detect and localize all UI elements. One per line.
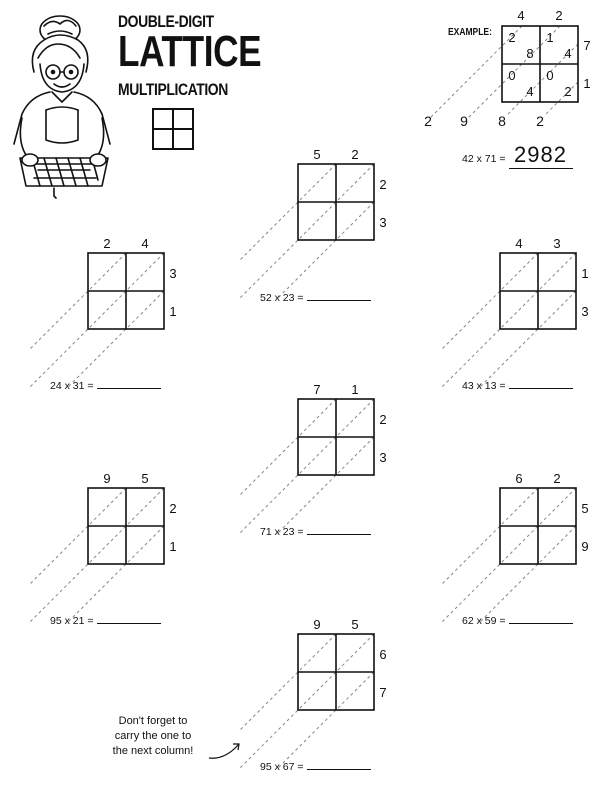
example-cell-tens: 2 bbox=[508, 30, 516, 45]
problem-text-6 bbox=[462, 613, 573, 627]
problem-text-1 bbox=[260, 290, 371, 304]
problem-equation: 95 x 67 = bbox=[260, 761, 304, 773]
answer-blank[interactable] bbox=[307, 290, 371, 301]
problem-equation: 62 x 59 = bbox=[462, 615, 506, 627]
example-lattice bbox=[410, 0, 600, 140]
example-sum-digit: 2 bbox=[424, 113, 432, 129]
top-digit: 5 bbox=[313, 147, 321, 162]
example-right-digit-1: 7 bbox=[583, 38, 591, 53]
diagonal-guide bbox=[240, 164, 374, 298]
problem-equation: 52 x 23 = bbox=[260, 292, 304, 304]
answer-blank[interactable] bbox=[307, 524, 371, 535]
example-sum-digit: 9 bbox=[460, 113, 468, 129]
right-digit: 3 bbox=[379, 450, 387, 465]
right-digit: 7 bbox=[379, 685, 387, 700]
right-digit: 2 bbox=[379, 412, 387, 427]
answer-blank[interactable] bbox=[509, 613, 573, 624]
example-cell-ones: 4 bbox=[526, 84, 534, 99]
example-label: EXAMPLE: bbox=[448, 27, 492, 38]
example-cell-tens: 0 bbox=[546, 68, 554, 83]
diagonal-guide bbox=[442, 253, 576, 387]
diagonal-guide bbox=[68, 291, 164, 387]
diagonal-guide bbox=[30, 488, 126, 584]
lattice-grid-5 bbox=[28, 468, 184, 624]
diagonal-guide bbox=[442, 488, 576, 622]
example-sum-digit: 8 bbox=[498, 113, 506, 129]
answer-blank[interactable] bbox=[509, 378, 573, 389]
right-digit: 1 bbox=[169, 539, 177, 554]
example-cell-ones: 2 bbox=[564, 84, 572, 99]
answer-blank[interactable] bbox=[97, 613, 161, 624]
top-digit: 4 bbox=[515, 236, 523, 251]
right-digit: 2 bbox=[379, 177, 387, 192]
top-digit: 2 bbox=[553, 471, 561, 486]
right-digit: 1 bbox=[581, 266, 589, 281]
example-problem-text: 42 x 71 = bbox=[462, 153, 506, 165]
right-digit: 6 bbox=[379, 647, 387, 662]
diagonal-guide bbox=[240, 164, 336, 260]
lattice-grid-6 bbox=[440, 468, 596, 624]
problem-text-4 bbox=[260, 524, 371, 538]
top-digit: 3 bbox=[553, 236, 561, 251]
note-line: Don't forget to bbox=[118, 715, 188, 727]
right-digit: 9 bbox=[581, 539, 589, 554]
example-cell-ones: 4 bbox=[564, 46, 572, 61]
top-digit: 5 bbox=[141, 471, 149, 486]
right-digit: 5 bbox=[581, 501, 589, 516]
diagonal-guide bbox=[240, 634, 374, 768]
diagonal-guide bbox=[30, 253, 164, 387]
right-digit: 1 bbox=[169, 304, 177, 319]
lattice-grid-2 bbox=[28, 233, 184, 389]
title-line-2: LATTICE bbox=[118, 27, 262, 76]
problem-text-3 bbox=[462, 378, 573, 392]
diagonal-guide bbox=[240, 399, 336, 495]
right-digit: 3 bbox=[581, 304, 589, 319]
diagonal-guide bbox=[442, 253, 538, 349]
top-digit: 6 bbox=[515, 471, 523, 486]
diagonal-guide bbox=[240, 634, 336, 730]
grandma-baker-illustration bbox=[8, 10, 120, 200]
problem-equation: 71 x 23 = bbox=[260, 526, 304, 538]
problem-text-5 bbox=[50, 613, 161, 627]
diagonal-guide bbox=[30, 253, 126, 349]
curved-arrow-icon bbox=[205, 736, 245, 762]
answer-blank[interactable] bbox=[307, 759, 371, 770]
example-cell-ones: 8 bbox=[526, 46, 534, 61]
top-digit: 2 bbox=[103, 236, 111, 251]
diagonal-guide bbox=[442, 488, 538, 584]
lattice-grid-3 bbox=[440, 233, 596, 389]
title-line-3: MULTIPLICATION bbox=[118, 80, 228, 99]
problem-equation: 24 x 31 = bbox=[50, 380, 94, 392]
example-sum-digit: 2 bbox=[536, 113, 544, 129]
top-digit: 1 bbox=[351, 382, 359, 397]
title-line-1: DOUBLE-DIGIT bbox=[118, 12, 214, 31]
top-digit: 5 bbox=[351, 617, 359, 632]
top-digit: 4 bbox=[141, 236, 149, 251]
example-top-digit-2: 2 bbox=[555, 8, 563, 23]
lattice-grid-4 bbox=[238, 379, 394, 535]
diagonal-guide bbox=[278, 202, 374, 298]
diagonal-guide bbox=[480, 526, 576, 622]
top-digit: 2 bbox=[351, 147, 359, 162]
example-top-digit-1: 4 bbox=[517, 8, 525, 23]
right-digit: 3 bbox=[169, 266, 177, 281]
diagonal-guide bbox=[480, 291, 576, 387]
note-line: the next column! bbox=[112, 745, 194, 757]
problem-equation: 95 x 21 = bbox=[50, 615, 94, 627]
example-answer-value: 2982 bbox=[509, 142, 573, 169]
lattice-grid-1 bbox=[238, 144, 394, 300]
diagonal-guide bbox=[278, 437, 374, 533]
diagonal-guide bbox=[30, 488, 164, 622]
right-digit: 2 bbox=[169, 501, 177, 516]
problem-text-2 bbox=[50, 378, 161, 392]
diagonal-guide bbox=[240, 399, 374, 533]
example-cell-tens: 1 bbox=[546, 30, 554, 45]
top-digit: 9 bbox=[313, 617, 321, 632]
lattice-grid-7 bbox=[238, 614, 394, 770]
example-answer bbox=[462, 142, 573, 169]
diagonal-guide bbox=[68, 526, 164, 622]
lattice-grid-icon bbox=[152, 108, 194, 150]
carry-reminder-note bbox=[88, 714, 218, 759]
example-cell-tens: 0 bbox=[508, 68, 516, 83]
diagonal-guide bbox=[278, 672, 374, 768]
answer-blank[interactable] bbox=[97, 378, 161, 389]
top-digit: 9 bbox=[103, 471, 111, 486]
problem-equation: 43 x 13 = bbox=[462, 380, 506, 392]
note-line: carry the one to bbox=[114, 730, 192, 742]
right-digit: 3 bbox=[379, 215, 387, 230]
top-digit: 7 bbox=[313, 382, 321, 397]
example-right-digit-2: 1 bbox=[583, 76, 591, 91]
problem-text-7 bbox=[260, 759, 371, 773]
